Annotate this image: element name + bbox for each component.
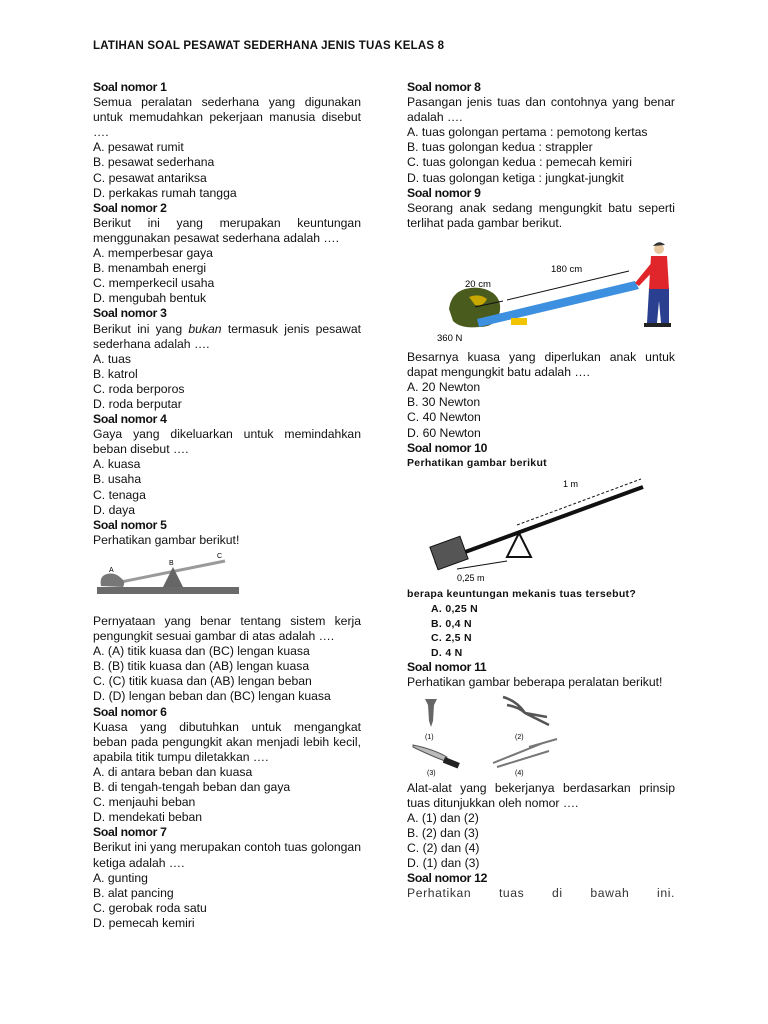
option-c: C. (2) dan (4): [407, 841, 480, 855]
question-heading: Soal nomor 1: [93, 80, 167, 94]
option-c: C. (C) titik kuasa dan (AB) lengan beban: [93, 674, 312, 689]
question-heading: Soal nomor 8: [407, 80, 481, 94]
option-d: D. 60 Newton: [407, 425, 481, 440]
option-d: D. 4 N: [431, 646, 463, 659]
option-c: C. 40 Newton: [407, 410, 481, 425]
option-b: B. 0,4 N: [431, 617, 472, 630]
lever-figure: [93, 548, 361, 610]
question-4: [93, 412, 361, 518]
knife-handle-icon: [443, 757, 460, 769]
option-b: B. di tengah-tengah beban dan gaya: [93, 780, 291, 795]
question-12: [407, 871, 675, 901]
option-c: C. pesawat antariksa: [93, 170, 207, 185]
question-text: Perhatikan tuas di bawah ini.: [407, 886, 675, 901]
option-a: A. tuas: [93, 351, 131, 366]
option-a: A. (A) titik kuasa dan (BC) lengan kuasa: [93, 644, 310, 659]
option-a: A. memperbesar gaya: [93, 246, 213, 261]
question-1: [93, 80, 361, 201]
question-text-start: Berikut ini yang: [93, 321, 189, 336]
option-c: C. memperkecil usaha: [93, 276, 215, 291]
label-long-arm: 180 cm: [551, 263, 583, 275]
question-heading: Soal nomor 2: [93, 200, 167, 215]
option-d: D. roda berputar: [93, 396, 182, 411]
option-d: D. tuas golongan ketiga : jungkat-jungkit: [407, 170, 624, 185]
question-heading: Soal nomor 3: [93, 306, 167, 321]
label-b: B: [169, 559, 174, 567]
option-c: C. 2,5 N: [431, 632, 472, 645]
label-long-arm: 1 m: [563, 478, 579, 489]
lever-beam: [435, 487, 643, 563]
question-text: Berikut ini yang merupakan contoh tuas golongan ketiga adalah ….: [93, 840, 361, 870]
ground-bar: [97, 587, 239, 594]
question-text-2: berapa keuntungan mekanis tuas tersebut?: [407, 587, 637, 600]
label-tool-4: (4): [515, 769, 524, 777]
option-d: D. daya: [93, 502, 136, 517]
option-a: A. kuasa: [93, 457, 141, 472]
right-column: [407, 80, 675, 901]
question-heading: Soal nomor 4: [93, 412, 167, 427]
option-d: D. (1) dan (3): [407, 856, 480, 871]
label-short-arm: 20 cm: [465, 278, 491, 290]
dimension-arrow-short: [457, 561, 507, 569]
left-column: [93, 80, 361, 931]
label-c: C: [217, 552, 223, 560]
question-7: [93, 825, 361, 931]
question-text-end: termasuk jenis pesawat sederhana adalah ….: [93, 321, 361, 351]
option-c: C. tenaga: [93, 487, 146, 502]
option-b: B. menambah energi: [93, 261, 207, 276]
option-a: A. tuas golongan pertama : pemotong kertas: [407, 125, 648, 140]
question-heading: Soal nomor 11: [407, 660, 487, 675]
option-c: C. menjauhi beban: [93, 795, 196, 810]
question-text: Kuasa yang dibutuhkan untuk mengangkat beban pada pengungkit akan menjadi lebih kecil, apabila titik tumpu diletakkan ….: [93, 719, 361, 764]
option-b: B. tuas golongan kedua : strappler: [407, 140, 593, 155]
load-box: [430, 536, 468, 569]
option-c: C. tuas golongan kedua : pemecah kemiri: [407, 155, 632, 170]
question-text: Perhatikan gambar beberapa peralatan berikut!: [407, 675, 663, 690]
tools-figure: [407, 691, 675, 777]
question-heading: Soal nomor 7: [93, 825, 167, 840]
question-text-2: Pernyataan yang benar tentang sistem kerja pengungkit sesuai gambar di atas adalah ….: [93, 614, 361, 644]
label-a: A: [109, 566, 114, 574]
fulcrum-block: [511, 318, 527, 325]
question-6: [93, 705, 361, 826]
question-text: Gaya yang dikeluarkan untuk memindahkan beban disebut ….: [93, 427, 361, 457]
question-9: [407, 186, 675, 441]
question-text: [93, 322, 361, 352]
question-text-2: Alat-alat yang bekerjanya berdasarkan prinsip tuas ditunjukkan oleh nomor ….: [407, 780, 675, 810]
person-shirt: [649, 256, 669, 289]
rock-lever-figure: [407, 231, 675, 346]
question-3: [93, 306, 361, 412]
option-a: A. di antara beban dan kuasa: [93, 764, 253, 779]
option-b: B. katrol: [93, 366, 138, 381]
knife-icon: [413, 745, 447, 761]
question-8: [407, 80, 675, 186]
option-d: D. mengubah bentuk: [93, 291, 207, 306]
label-short-arm: 0,25 m: [457, 572, 485, 583]
question-text: Perhatikan gambar berikut: [407, 456, 547, 469]
option-d: D. pemecah kemiri: [93, 915, 195, 930]
rock-shape: [101, 573, 125, 587]
question-2: [93, 201, 361, 307]
question-text: Perhatikan gambar berikut!: [93, 532, 240, 547]
option-d: D. (D) lengan beban dan (BC) lengan kuasa: [93, 689, 331, 704]
option-c: C. roda berporos: [93, 381, 185, 396]
question-5: [93, 518, 361, 705]
option-a: A. 0,25 N: [431, 602, 479, 615]
page-title: LATIHAN SOAL PESAWAT SEDERHANA JENIS TUAS KELAS 8: [93, 40, 445, 52]
option-d: D. mendekati beban: [93, 810, 203, 825]
pliers-icon: [503, 697, 549, 725]
question-text: Seorang anak sedang mengungkit batu seperti terlihat pada gambar berikut.: [407, 200, 675, 230]
option-a: A. pesawat rumit: [93, 140, 184, 155]
option-b: B. (2) dan (3): [407, 825, 479, 840]
option-b: B. alat pancing: [93, 885, 174, 900]
label-load: 360 N: [437, 332, 463, 344]
question-heading: Soal nomor 6: [93, 704, 167, 719]
option-b: B. usaha: [93, 472, 142, 487]
question-text: Pasangan jenis tuas dan contohnya yang benar adalah ….: [407, 95, 675, 125]
screw-icon: [425, 699, 437, 727]
incline-lever-figure: [407, 471, 675, 583]
option-c: C. gerobak roda satu: [93, 900, 207, 915]
option-b: B. pesawat sederhana: [93, 155, 215, 170]
nutcracker-icon: [493, 739, 557, 767]
question-text-emphasis: bukan: [188, 321, 222, 336]
option-b: B. (B) titik kuasa dan (AB) lengan kuasa: [93, 659, 310, 674]
question-heading: Soal nomor 9: [407, 185, 481, 200]
option-a: A. (1) dan (2): [407, 810, 479, 825]
option-b: B. 30 Newton: [407, 395, 481, 410]
label-tool-2: (2): [515, 733, 524, 741]
label-tool-3: (3): [427, 769, 436, 777]
question-heading: Soal nomor 5: [93, 517, 167, 532]
person-legs: [647, 289, 669, 323]
question-10: [407, 441, 675, 661]
option-a: A. gunting: [93, 870, 148, 885]
question-text-2: Besarnya kuasa yang diperlukan anak untuk dapat mengungkit batu adalah ….: [407, 350, 675, 380]
question-text: Semua peralatan sederhana yang digunakan untuk memudahkan pekerjaan manusia disebut ….: [93, 95, 361, 140]
person-hair: [653, 242, 665, 246]
question-text: Berikut ini yang merupakan keuntungan menggunakan pesawat sederhana adalah ….: [93, 215, 361, 245]
question-heading: Soal nomor 10: [407, 440, 488, 455]
label-tool-1: (1): [425, 733, 434, 741]
question-11: [407, 660, 675, 871]
question-heading: Soal nomor 12: [407, 871, 488, 886]
person-shoes: [644, 323, 671, 327]
option-d: D. perkakas rumah tangga: [93, 185, 237, 200]
dimension-arrow-long: [517, 479, 641, 525]
option-a: A. 20 Newton: [407, 380, 481, 395]
